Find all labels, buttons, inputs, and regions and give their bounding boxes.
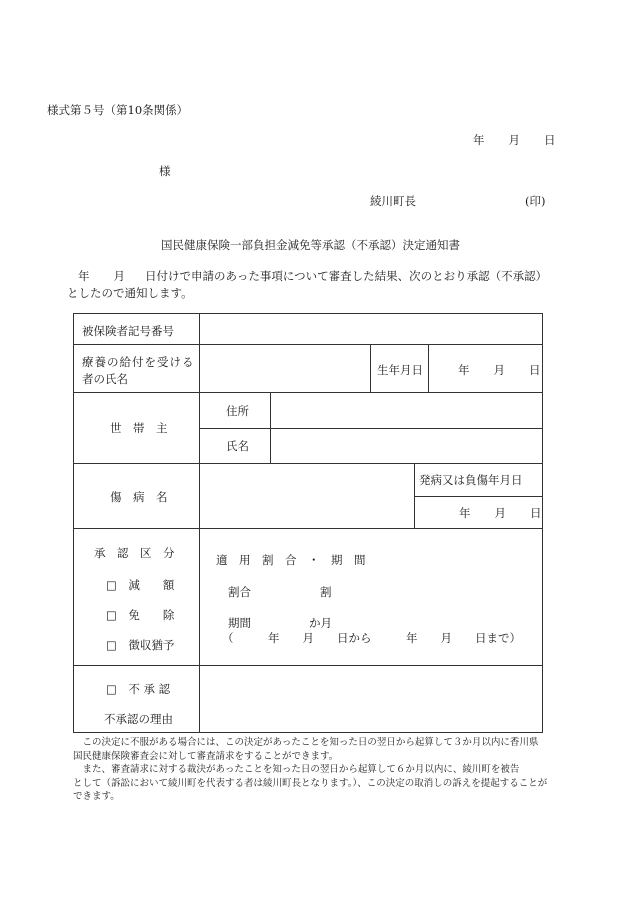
- seal-mark: (印): [525, 194, 546, 208]
- disease-field[interactable]: [201, 465, 412, 526]
- period-label: 期間: [228, 616, 251, 630]
- onset-day: 日: [530, 506, 542, 520]
- approval-category-label: 承 認 区 分: [94, 546, 175, 560]
- birth-month: 月: [493, 363, 505, 377]
- recipient-name-field[interactable]: [201, 346, 368, 390]
- option-disapproval[interactable]: □ 不 承 認: [106, 682, 171, 696]
- issuer-title: 綾川町長: [370, 194, 416, 208]
- insured-number-label: 被保険者記号番号: [82, 324, 174, 338]
- birthdate-label: 生年月日: [377, 363, 423, 377]
- disease-label: 傷 病 名: [110, 490, 168, 504]
- note-line: 国民健康保険審査会に対して審査請求をすることができます。: [73, 750, 339, 762]
- disapproval-reason-label: 不承認の理由: [104, 712, 173, 726]
- intro-line-2: としたので通知します。: [67, 286, 193, 300]
- head-name-field[interactable]: [272, 430, 540, 461]
- note-line: また、審査請求に対する裁決があったことを知った日の翌日から起算して６か月以内に、綾川町を被告: [73, 764, 520, 775]
- name-label: 氏名: [226, 439, 249, 453]
- intro-month: 月: [113, 269, 125, 283]
- intro-line-1: [78, 268, 547, 284]
- intro-year: 年: [78, 269, 90, 283]
- date-year: 年: [473, 133, 485, 147]
- option-deferral[interactable]: □ 徴収猶予: [106, 638, 175, 652]
- birthdate-field[interactable]: [458, 362, 541, 378]
- recipient-label-2: 者の氏名: [82, 372, 128, 386]
- onset-month: 月: [494, 506, 506, 520]
- issue-date: [473, 132, 556, 148]
- onset-year: 年: [459, 506, 471, 520]
- note-line: として（訴訟において綾川町を代表する者は綾川町長となります。）、この決定の取消しの訴えを提起することが: [73, 777, 548, 789]
- address-field[interactable]: [272, 394, 540, 426]
- rate-unit: 割: [320, 585, 332, 599]
- household-head-label: 世 帯 主: [110, 421, 168, 435]
- recipient-suffix: 様: [159, 164, 171, 178]
- insured-number-field[interactable]: [201, 316, 540, 342]
- note-line: できます。: [73, 791, 120, 802]
- option-reduction[interactable]: □ 減 額: [106, 578, 175, 592]
- date-day: 日: [544, 133, 556, 147]
- form-number: 様式第５号（第10条関係）: [47, 103, 189, 117]
- intro-text: 日付けで申請のあった事項について審査した結果、次のとおり承認（不承認）: [145, 269, 548, 283]
- rate-period-header: 適 用 割 合 ・ 期 間: [216, 553, 366, 567]
- document-title: 国民健康保険一部負担金減免等承認（不承認）決定通知書: [161, 238, 460, 252]
- disapproval-reason-field[interactable]: [201, 667, 540, 730]
- period-range: （ 年 月 日から 年 月 日まで）: [222, 631, 521, 645]
- period-unit: か月: [309, 616, 332, 630]
- date-month: 月: [508, 133, 520, 147]
- birth-year: 年: [458, 363, 470, 377]
- rate-label: 割合: [228, 585, 251, 599]
- recipient-label-1: 療養の給付を受ける: [82, 355, 195, 369]
- address-label: 住所: [226, 404, 249, 418]
- note-line: この決定に不服がある場合には、この決定があったことを知った日の翌日から起算して３か月以内に香川県: [73, 737, 539, 748]
- footnotes: [73, 736, 573, 804]
- onset-date-label: 発病又は負傷年月日: [419, 473, 523, 487]
- application-table: [73, 313, 543, 733]
- onset-date-field[interactable]: [459, 505, 542, 521]
- option-exemption[interactable]: □ 免 除: [106, 608, 175, 622]
- birth-day: 日: [529, 363, 541, 377]
